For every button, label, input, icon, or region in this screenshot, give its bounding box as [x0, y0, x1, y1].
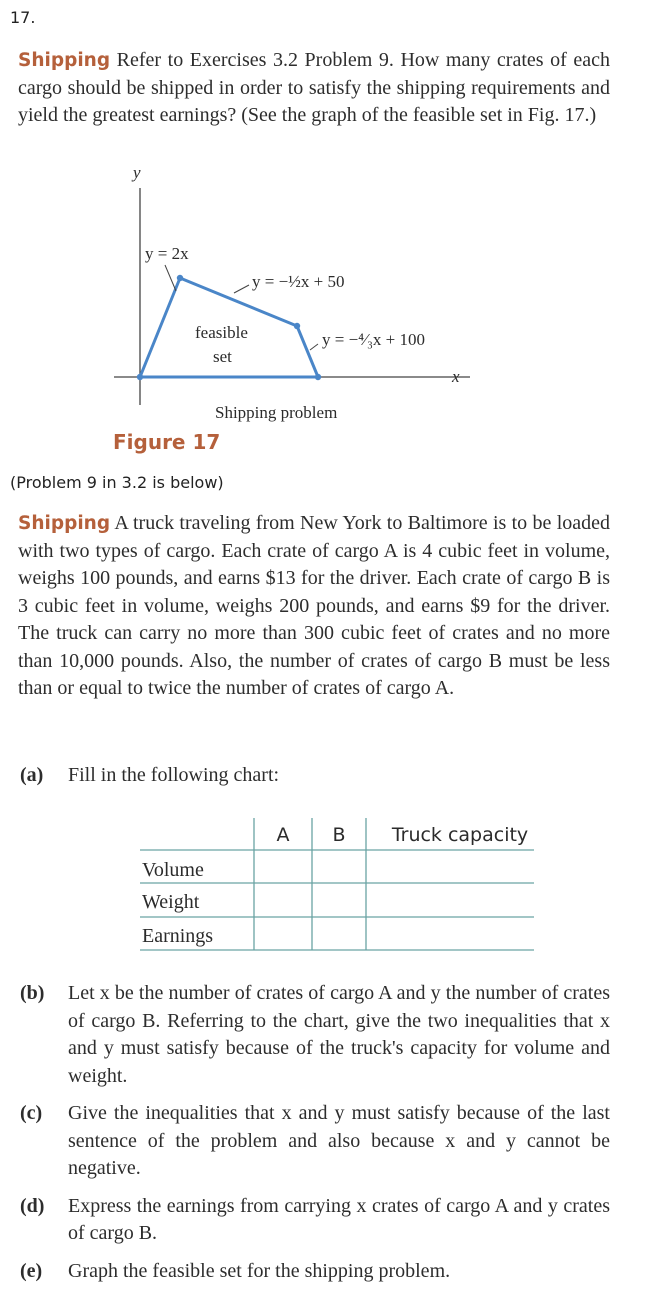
vertex-x-intercept — [315, 374, 321, 380]
line3-label: y = −⁴⁄₃x + 100 — [322, 330, 425, 349]
chart-row-earnings: Earnings — [142, 925, 214, 947]
part-c-text: Give the inequalities that x and y must satisfy because of the last sentence of the problem and also because x and y cannot be negative. — [68, 1102, 610, 1179]
line2-label: y = −½x + 50 — [252, 272, 345, 291]
part-b — [20, 980, 610, 1090]
question-parts — [20, 980, 610, 1295]
part-d — [20, 1193, 610, 1248]
pointer-line2 — [234, 285, 249, 293]
feasible-set-graph — [0, 160, 658, 430]
part-b-text: Let x be the number of crates of cargo A and y the number of crates of cargo B. Referring to the chart, give the two inequalities that x and y must satisfy because of the truck's capacity for volume and weight. — [68, 982, 610, 1087]
fill-in-chart — [0, 810, 658, 960]
part-a — [20, 762, 610, 800]
chart-row-volume: Volume — [142, 859, 204, 881]
vertex-right — [294, 323, 300, 329]
part-a-text: Fill in the following chart: — [68, 764, 280, 786]
part-e-label: (e) — [20, 1259, 43, 1282]
line1-label: y = 2x — [145, 244, 189, 263]
problem9-keyword: Shipping — [18, 513, 111, 534]
pointer-line1 — [165, 265, 176, 291]
x-axis-label: x — [452, 367, 460, 386]
part-d-label: (d) — [20, 1194, 45, 1217]
vertex-origin — [137, 374, 143, 380]
part-e — [20, 1258, 610, 1286]
intro-keyword: Shipping — [18, 50, 111, 71]
chart-row-weight: Weight — [142, 891, 200, 913]
pointer-line3 — [310, 344, 318, 350]
problem-note: (Problem 9 in 3.2 is below) — [10, 473, 224, 492]
intro-paragraph — [18, 47, 610, 130]
part-a-label: (a) — [20, 764, 44, 786]
part-d-text: Express the earnings from carrying x crates of cargo A and y crates of cargo B. — [68, 1194, 610, 1244]
vertex-top-left — [177, 275, 183, 281]
part-e-text: Graph the feasible set for the shipping problem. — [68, 1259, 451, 1282]
y-axis-label: y — [133, 163, 141, 182]
part-b-label: (b) — [20, 982, 45, 1004]
graph-subtitle: Shipping problem — [215, 403, 338, 422]
figure-caption: Figure 17 — [113, 430, 221, 454]
intro-text: Refer to Exercises 3.2 Problem 9. How many crates of each cargo should be shipped in order to satisfy the shipping requirements and yield the greatest earnings? (See the graph of the feasible set in Fig. 17.) — [18, 49, 610, 126]
chart-header-b: B — [332, 824, 346, 846]
problem9-text: A truck traveling from New York to Baltimore is to be loaded with two types of cargo. Each crate of cargo A is 4 cubic feet in volume, weighs 100 pounds, and earns $13 for the driver. Each crate of cargo B is 3 cubic feet in volume, weighs 200 pounds, and earns $9 for the driver. The truck can carry no more than 300 cubic feet of crates and no more than 10,000 pounds. Also, the number of crates of cargo B must be less than or equal to twice the number of crates of cargo A. — [18, 512, 611, 699]
region-label-line2: set — [213, 347, 232, 366]
part-c — [20, 1100, 610, 1183]
chart-header-a: A — [276, 824, 290, 846]
part-c-label: (c) — [20, 1102, 43, 1124]
region-label-line1: feasible — [195, 323, 248, 342]
chart-header-capacity: Truck capacity — [391, 824, 529, 846]
problem9-paragraph — [18, 510, 610, 703]
problem-number: 17. — [10, 8, 36, 27]
